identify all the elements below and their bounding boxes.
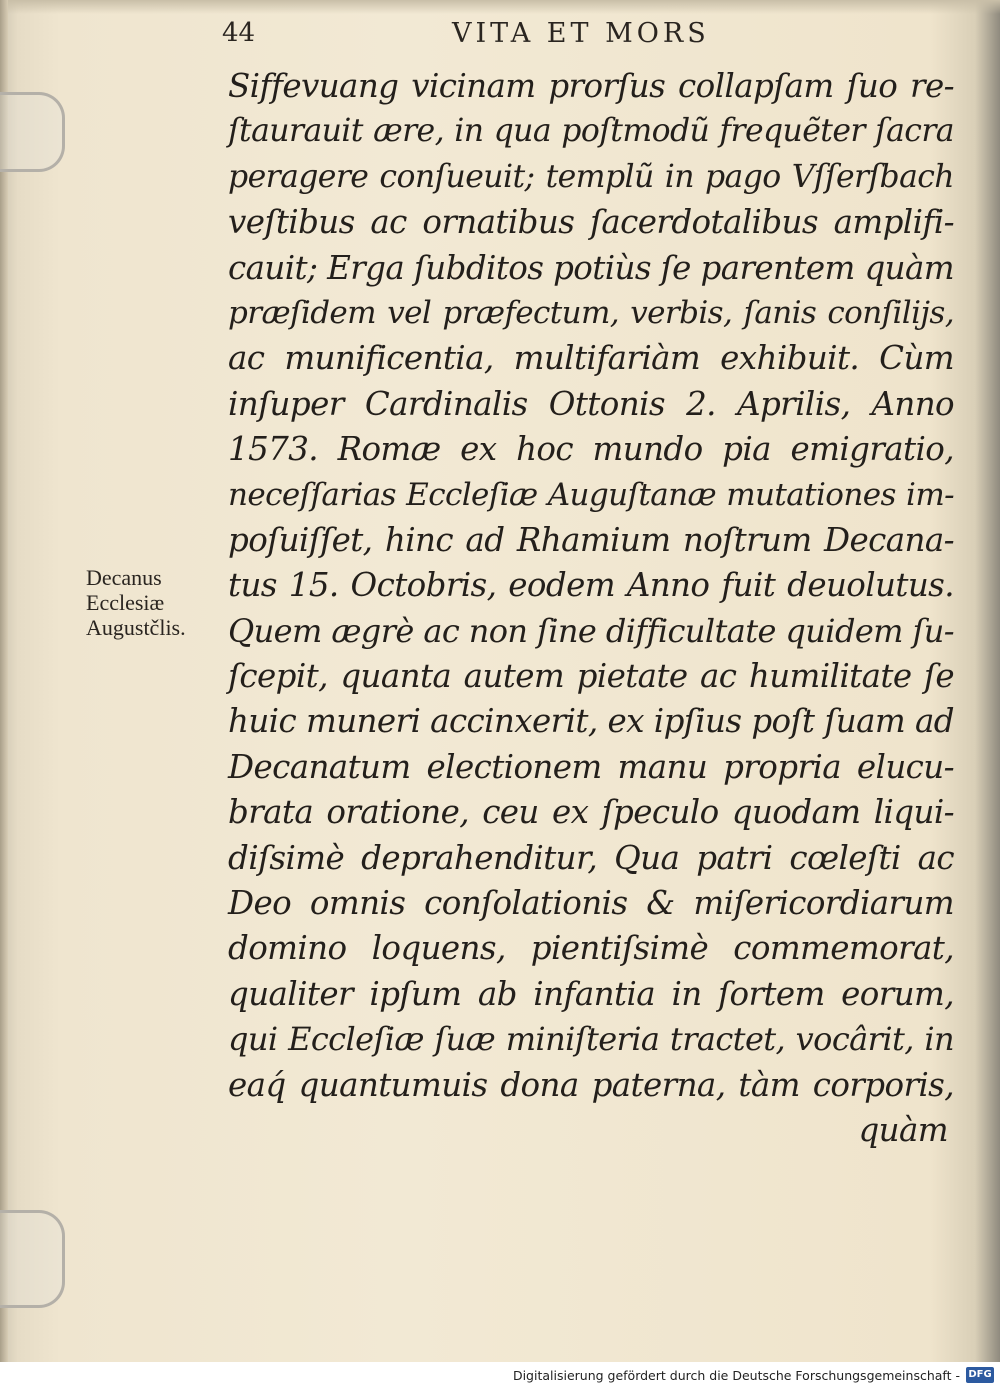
body-text	[228, 64, 954, 1153]
text-line: ſtaurauit ære, in qua poſtmodũ frequẽter ſacra	[228, 113, 954, 150]
text-line: ſcepit, quanta autem pietate ac humilitate ſe	[228, 657, 954, 696]
text-line: huic muneri accinxerit, ex ipſius poſt ſuam ad	[228, 702, 954, 741]
page-binding-edge	[0, 0, 8, 1362]
page-number: 44	[222, 18, 256, 48]
text-line: qualiter ipſum ab infantia in ſortem eorum,	[228, 974, 954, 1013]
footer-credit: Digitalisierung gefördert durch die Deutsche Forschungsgemeinschaft -	[512, 1368, 960, 1383]
text-line: qui Eccleſiæ ſuæ miniſteria tractet, vocârit, in	[228, 1020, 954, 1059]
text-line: eaq́ quantumuis dona paterna, tàm corporis,	[228, 1065, 954, 1104]
text-line: tus 15. Octobris, eodem Anno fuit deuolutus.	[228, 566, 954, 605]
text-line: domino loquens, pientiſsimè commemorat,	[228, 929, 954, 968]
text-line: neceſſarias Eccleſiæ Auguſtanæ mutationes im-	[228, 476, 954, 513]
paper-clip-top	[0, 92, 65, 172]
text-line: peragere conſueuit; templũ in pago Vſſerſbach	[228, 158, 954, 195]
running-head	[222, 16, 952, 56]
catchword: quàm	[858, 1110, 948, 1149]
text-line: ac munificentia, multifariàm exhibuit. Cùm	[228, 339, 954, 378]
text-line: veſtibus ac ornatibus ſacerdotalibus amplifi-	[228, 203, 954, 242]
text-line: Deo omnis conſolationis & miſericordiarum	[228, 884, 954, 923]
text-line: præſidem vel præfectum, verbis, ſanis conſilijs,	[228, 294, 954, 331]
margin-note-line: Ecclesiæ	[86, 590, 165, 615]
paper-clip-bottom	[0, 1210, 65, 1308]
margin-note-line: Augustčlis.	[86, 615, 186, 640]
margin-note	[86, 565, 226, 640]
dfg-logo: DFG	[966, 1367, 994, 1383]
margin-note-line: Decanus	[86, 565, 162, 590]
text-line: Siffevuang vicinam prorſus collapſam ſuo re-	[228, 67, 954, 105]
text-line: poſuiſſet, hinc ad Rhamium noſtrum Decana-	[228, 520, 954, 559]
footer-bar	[0, 1362, 1000, 1390]
text-line: cauit; Erga ſubditos potiùs ſe parentem quàm	[228, 248, 954, 287]
text-line: Quem ægrè ac non ſine difficultate quidem ſu-	[228, 611, 954, 650]
text-line: 1573. Romæ ex hoc mundo pia emigratio,	[228, 430, 954, 469]
text-line: inſuper Cardinalis Ottonis 2. Aprilis, Anno	[228, 384, 954, 423]
running-title: VITA ET MORS	[452, 18, 710, 49]
text-line: brata oratione, ceu ex ſpeculo quodam liqui-	[228, 793, 954, 832]
text-line: diſsimè deprahenditur, Qua patri cœleſti ac	[228, 838, 954, 877]
text-line: Decanatum electionem manu propria elucu-	[228, 747, 954, 786]
